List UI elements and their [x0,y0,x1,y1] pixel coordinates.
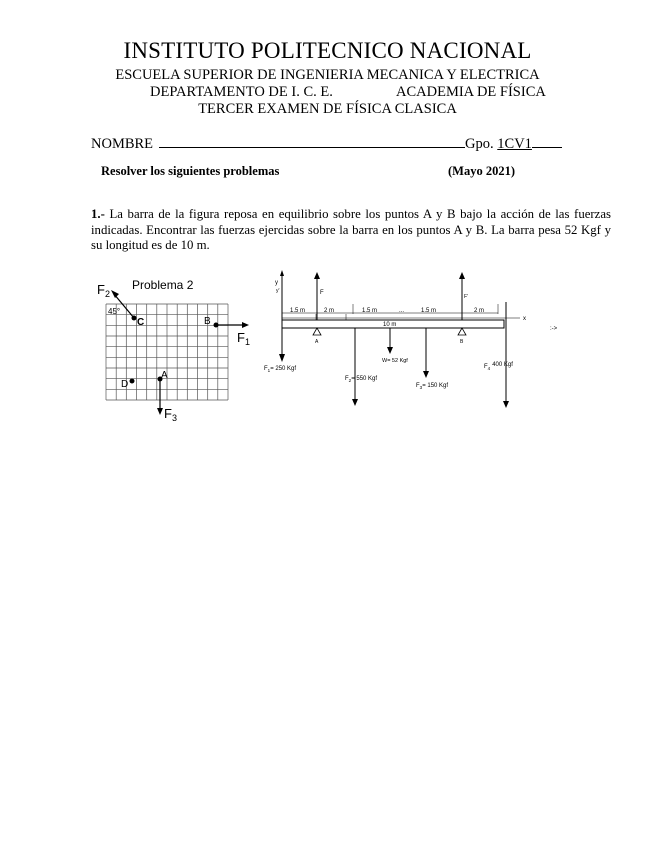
label-b: B [204,316,211,327]
f2-label: $F_2$ [97,282,110,299]
f1-label: $F_1$ [237,330,250,347]
f3-label: $F_3= 150$ Kgf [416,383,449,390]
beam-figure [258,264,598,414]
department-name: DEPARTAMENTO DE I. C. E. [150,84,333,100]
label-d: D [121,379,129,390]
instructions: Resolver los siguientes problemas [101,164,280,178]
grid-figure-title: Problema 2 [132,278,194,292]
dim-4: 1.5 m [421,308,437,314]
support-b-label: B [460,339,464,345]
dim-3: 1.5 m [362,308,378,314]
support-b [458,328,466,335]
f2-arrowhead [111,290,119,298]
point-c [132,316,137,321]
dim-dots: ... [399,308,405,314]
fb-label: F' [464,294,469,300]
y-axis-head [280,270,284,276]
academy-name: ACADEMIA DE FÍSICA [396,84,546,100]
point-d [130,379,135,384]
school-name: ESCUELA SUPERIOR DE INGENIERIA MECANICA Y ELECTRICA [115,67,540,83]
fa-label: F [320,290,324,296]
f1-arrowhead [242,322,249,328]
fa-arrowhead [314,272,320,279]
fb-arrowhead [459,272,465,279]
angle-label: 45° [108,307,121,316]
f3-arrowhead [157,408,163,415]
name-label: NOMBRE [91,136,154,152]
f2-label: $F_2= 550$ Kgf [345,376,378,383]
name-field[interactable] [159,133,465,148]
institution-title: INSTITUTO POLITECNICO NACIONAL [123,38,532,63]
problem-number: 1.- [91,207,105,221]
dim-2: 2 m [324,308,335,314]
f1-arrowhead [279,354,285,362]
exam-date: (Mayo 2021) [448,164,515,178]
y-prime-label: y' [276,288,280,294]
label-c: C [137,317,145,328]
f3-label: $F_3$ [164,406,177,423]
group-underline [532,135,562,148]
problem-text: La barra de la figura reposa en equilibrio sobre los puntos A y B bajo la acción de las fuerzas indicadas. Encontrar las fuerzas ejercidas sobre la barra en los puntos A y B. La barra pesa 52 Kgf y su longitud es de 10 m. [91,207,611,252]
support-a [313,328,321,335]
grid-figure [94,272,254,424]
x-label: x [523,316,526,322]
problem-1 [91,207,611,254]
dim-1: 1.5 m [290,308,306,314]
label-a: A [161,370,168,381]
y-label: y [275,280,278,286]
f4-arrowhead [503,401,509,408]
f2-arrowhead [352,399,358,406]
weight-label: W= 52 Kgf [382,358,408,364]
f1-label: $F_1= 250$ Kgf [264,366,297,373]
f4-label: $F_4400$ Kgf [484,362,513,371]
dimension-lines [282,304,498,320]
exam-title: TERCER EXAMEN DE FÍSICA CLASICA [198,101,457,117]
student-info-row [91,133,562,153]
dim-5: 2 m [474,308,485,314]
support-a-label: A [315,339,319,345]
beam-length: 10 m [383,322,397,328]
weight-arrowhead [387,347,393,354]
group-value: 1CV1 [497,136,532,152]
f3-arrowhead [423,371,429,378]
group-label: Gpo. [465,136,494,152]
arrow-note: :-> [550,326,558,332]
